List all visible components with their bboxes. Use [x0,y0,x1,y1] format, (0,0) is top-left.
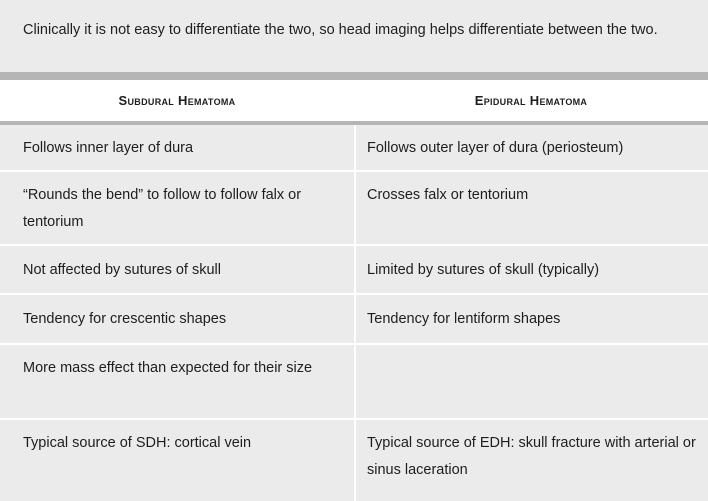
column-divider [354,420,356,501]
cell-epidural: Limited by sutures of skull (typically) [367,262,600,278]
intro-note [0,0,708,72]
column-divider [354,345,356,420]
cell-subdural: “Rounds the bend” to follow to follow falx or tentorium [23,187,302,230]
table-row [0,345,708,420]
cell-epidural: Typical source of EDH: skull fracture with arterial or sinus laceration [367,435,696,478]
cell-epidural: Crosses falx or tentorium [367,187,529,203]
column-divider [354,172,356,246]
table-row [0,420,708,501]
header-subdural: Subdural Hematoma [118,93,236,108]
header-epidural: Epidural Hematoma [474,93,588,108]
intro-text: Clinically it is not easy to differentiate the two, so head imaging helps differentiate between the two. [23,22,658,38]
table-header [0,80,708,121]
cell-epidural: Tendency for lentiform shapes [367,311,561,327]
top-divider-bar [0,72,708,80]
table-row [0,125,708,172]
column-divider [354,295,356,345]
table-row [0,172,708,246]
table-row [0,246,708,295]
cell-subdural: Typical source of SDH: cortical vein [23,435,252,451]
cell-epidural: Follows outer layer of dura (periosteum) [367,140,624,156]
column-divider [354,125,356,172]
column-divider [354,246,356,295]
cell-subdural: Tendency for crescentic shapes [23,311,227,327]
cell-subdural: Follows inner layer of dura [23,140,194,156]
cell-subdural: More mass effect than expected for their size [23,360,313,376]
cell-subdural: Not affected by sutures of skull [23,262,222,278]
table-row [0,295,708,345]
